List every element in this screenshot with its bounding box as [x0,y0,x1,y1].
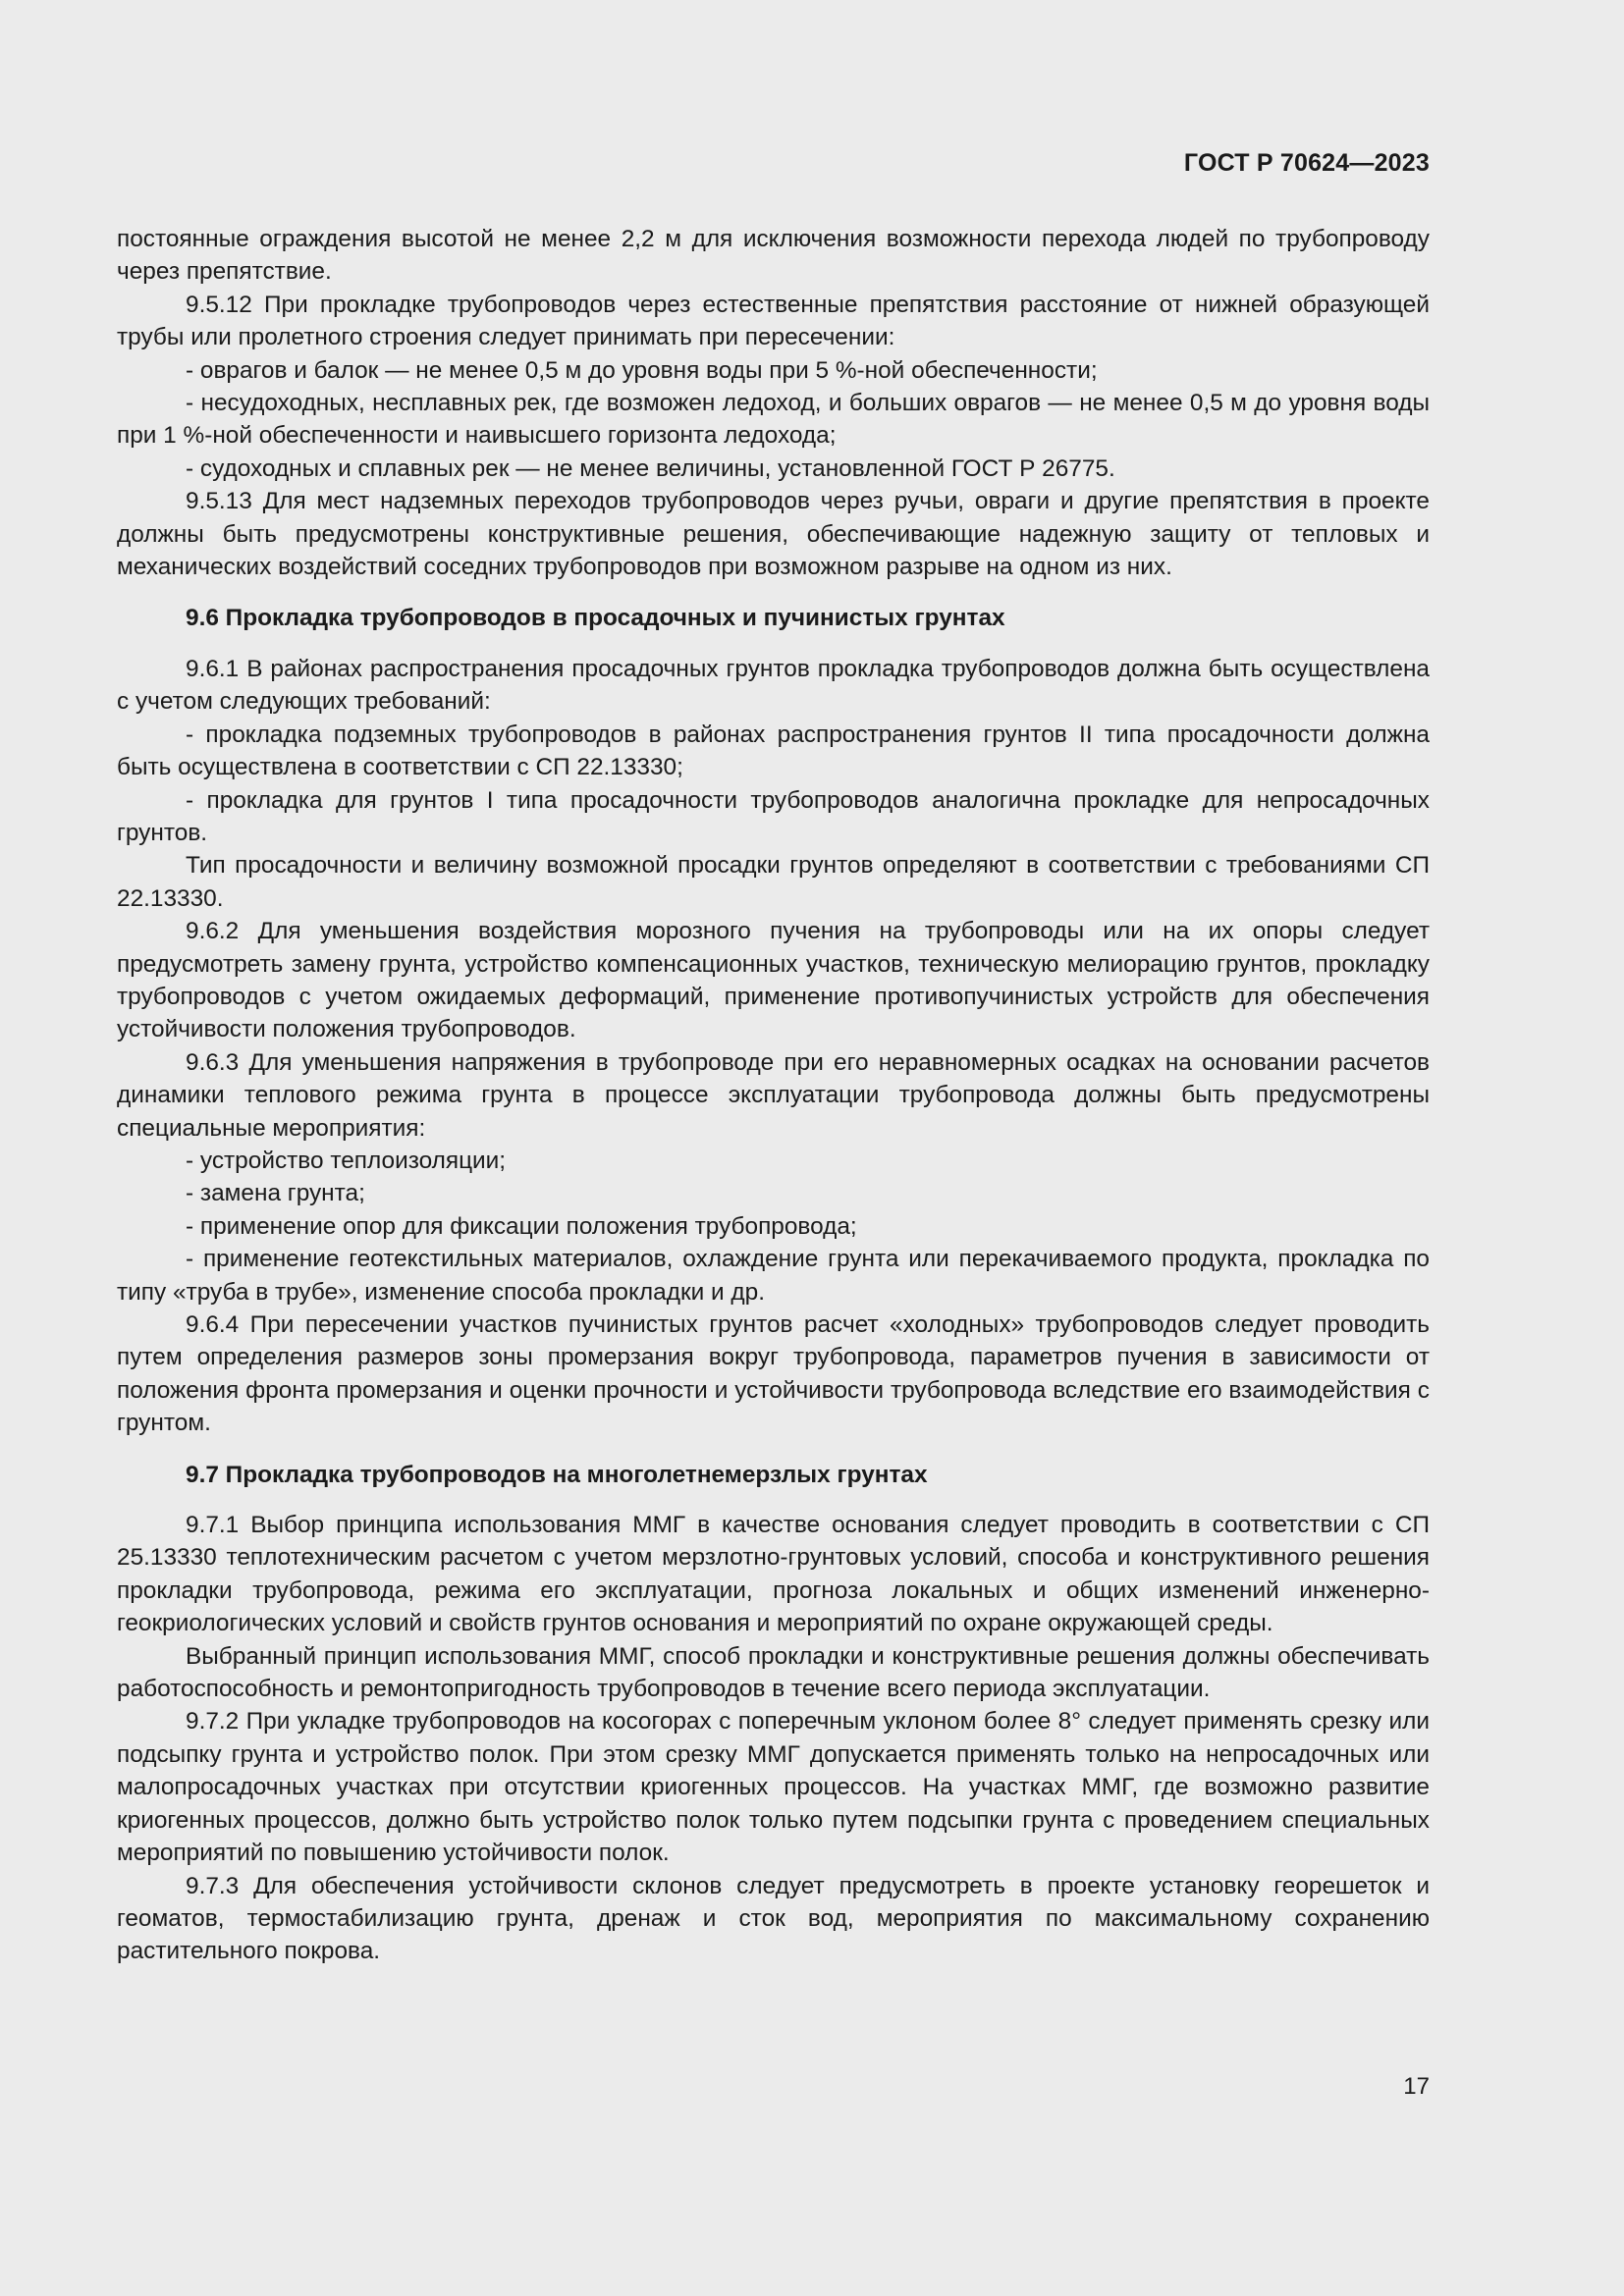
section-heading-9-6: 9.6 Прокладка трубопроводов в просадочных и пучинистых грунтах [186,605,1005,632]
section-heading-9-7: 9.7 Прокладка трубопроводов на многолетнемерзлых грунтах [186,1461,928,1488]
paragraph-9-6-2: 9.6.2 Для уменьшения воздействия морозного пучения на трубопроводы или на их опоры следует предусмотреть замену грунта, устройство компенсационных участков, техническую мелиорацию грунтов, прокладку трубопроводов с учетом ожидаемых деформаций, применение противопучинистых устройств для обеспечения устойчивости положения трубопроводов. [117,918,1430,1043]
paragraph: постоянные ограждения высотой не менее 2,2 м для исключения возможности перехода людей по трубопроводу через препятствие. [117,226,1430,286]
list-item: - применение опор для фиксации положения трубопровода; [186,1212,857,1240]
list-item: - оврагов и балок — не менее 0,5 м до уровня воды при 5 %-ной обеспеченности; [186,356,1098,384]
document-header: ГОСТ Р 70624—2023 [1183,149,1430,177]
paragraph: Тип просадочности и величину возможной просадки грунтов определяют в соответствии с требованиями СП 22.13330. [117,852,1430,912]
paragraph-9-7-1: 9.7.1 Выбор принципа использования ММГ в качестве основания следует проводить в соответствии с СП 25.13330 теплотехническим расчетом с учетом мерзлотно-грунтовых условий, способа и конструктивного решения прокладки трубопровода, режима его эксплуатации, прогноза локальных и общих изменений инженерно-геокриологических условий и свойств грунтов основания и мероприятий по охране окружающей среды. [117,1512,1430,1637]
paragraph-9-5-12: 9.5.12 При прокладке трубопроводов через естественные препятствия расстояние от нижней образующей трубы или пролетного строения следует принимать при пересечении: [117,291,1430,351]
list-item: - устройство теплоизоляции; [186,1147,507,1174]
list-item: - применение геотекстильных материалов, охлаждение грунта или перекачиваемого продукта, прокладка по типу «труба в трубе», изменение способа прокладки и др. [117,1246,1430,1306]
page-number: 17 [1403,2073,1430,2100]
list-item: - замена грунта; [186,1180,365,1207]
paragraph: Выбранный принцип использования ММГ, способ прокладки и конструктивные решения должны обеспечивать работоспособность и ремонтопригодность трубопроводов в течение всего периода эксплуатации. [117,1642,1430,1703]
paragraph-9-7-2: 9.7.2 При укладке трубопроводов на косогорах с поперечным уклоном более 8° следует применять срезку или подсыпку грунта и устройство полок. При этом срезку ММГ допускается применять только на непросадочных или малопросадочных участках при отсутствии криогенных процессов. На участках ММГ, где возможно развитие криогенных процессов, должно быть устройство полок только путем подсыпки грунта с проведением специальных мероприятий по повышению устойчивости полок. [117,1708,1430,1867]
list-item: - несудоходных, несплавных рек, где возможен ледоход, и больших оврагов — не менее 0,5 м до уровня воды при 1 %-ной обеспеченности и наивысшего горизонта ледохода; [117,390,1430,450]
paragraph-9-7-3: 9.7.3 Для обеспечения устойчивости склонов следует предусмотреть в проекте установку георешеток и геоматов, термостабилизацию грунта, дренаж и сток вод, мероприятия по максимальному сохранению растительного покрова. [117,1872,1430,1965]
paragraph-9-5-13: 9.5.13 Для мест надземных переходов трубопроводов через ручьи, овраги и другие препятствия в проекте должны быть предусмотрены конструктивные решения, обеспечивающие надежную защиту от тепловых и механических воздействий соседних трубопроводов при возможном разрыве на одном из них. [117,488,1430,581]
paragraph-9-6-3: 9.6.3 Для уменьшения напряжения в трубопроводе при его неравномерных осадках на основании расчетов динамики теплового режима грунта в процессе эксплуатации трубопровода должны быть предусмотрены специальные мероприятия: [117,1048,1430,1142]
list-item: - прокладка для грунтов I типа просадочности трубопроводов аналогична прокладке для непросадочных грунтов. [117,786,1430,846]
list-item: - прокладка подземных трубопроводов в районах распространения грунтов II типа просадочности должна быть осуществлена в соответствии с СП 22.13330; [117,721,1430,781]
list-item: - судоходных и сплавных рек — не менее величины, установленной ГОСТ Р 26775. [186,454,1115,482]
document-body [117,223,1430,1968]
paragraph-9-6-4: 9.6.4 При пересечении участков пучинистых грунтов расчет «холодных» трубопроводов следует проводить путем определения размеров зоны промерзания вокруг трубопровода, параметров пучения в зависимости от положения фронта промерзания и оценки прочности и устойчивости трубопровода вследствие его взаимодействия с грунтом. [117,1311,1430,1437]
paragraph-9-6-1: 9.6.1 В районах распространения просадочных грунтов прокладка трубопроводов должна быть осуществлена с учетом следующих требований: [117,655,1430,716]
